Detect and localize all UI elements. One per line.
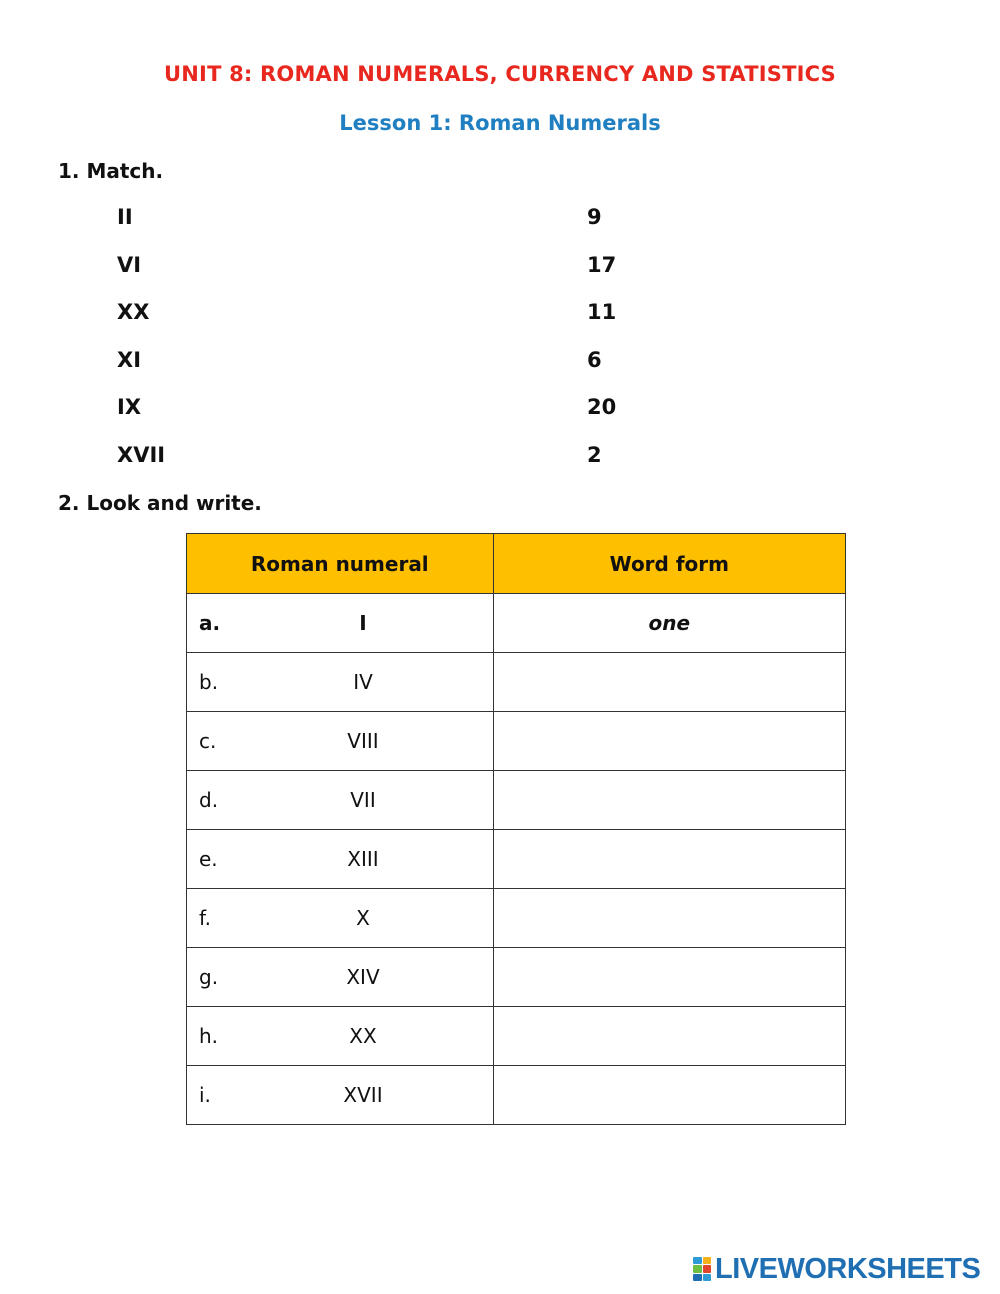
word-answer-cell[interactable] (493, 1007, 845, 1066)
roman-cell (187, 771, 494, 830)
match-roman[interactable]: IX (117, 395, 142, 419)
roman-cell (187, 1007, 494, 1066)
row-roman: X (356, 906, 370, 930)
word-answer-cell[interactable] (493, 889, 845, 948)
column-header-word: Word form (493, 534, 845, 594)
table-row (187, 1007, 846, 1066)
match-roman[interactable]: VI (117, 253, 142, 277)
match-roman[interactable]: XX (117, 300, 150, 324)
table-row (187, 948, 846, 1007)
match-row (0, 443, 1000, 473)
word-answer-cell[interactable] (493, 712, 845, 771)
write-table (186, 533, 846, 1125)
word-answer-cell[interactable] (493, 948, 845, 1007)
row-letter: d. (199, 788, 219, 812)
lesson-title: Lesson 1: Roman Numerals (339, 111, 661, 135)
roman-cell (187, 594, 494, 653)
table-row (187, 889, 846, 948)
row-letter: e. (199, 847, 218, 871)
logo-text: LIVEWORKSHEETS (715, 1252, 981, 1285)
row-letter: b. (199, 670, 219, 694)
match-roman[interactable]: II (117, 205, 133, 229)
table-row (187, 653, 846, 712)
row-roman: IV (353, 670, 373, 694)
match-number[interactable]: 11 (587, 300, 617, 324)
word-answer-cell[interactable] (493, 1066, 845, 1125)
roman-cell (187, 948, 494, 1007)
table-row (187, 594, 846, 653)
table-row (187, 771, 846, 830)
table-row (187, 712, 846, 771)
exercise1-heading: 1. Match. (58, 159, 164, 183)
match-number[interactable]: 20 (587, 395, 617, 419)
row-letter: i. (199, 1083, 211, 1107)
row-roman: XVII (343, 1083, 383, 1107)
roman-cell (187, 830, 494, 889)
row-letter: c. (199, 729, 217, 753)
match-number[interactable]: 2 (587, 443, 602, 467)
match-row (0, 300, 1000, 330)
roman-cell (187, 653, 494, 712)
match-roman[interactable]: XI (117, 348, 142, 372)
exercise2-heading: 2. Look and write. (58, 491, 262, 515)
row-roman: XIII (347, 847, 379, 871)
table-header-row (187, 534, 846, 594)
roman-cell (187, 1066, 494, 1125)
row-roman: XIV (346, 965, 380, 989)
row-roman: I (359, 611, 367, 635)
row-roman: VII (350, 788, 376, 812)
match-roman[interactable]: XVII (117, 443, 166, 467)
row-letter: g. (199, 965, 219, 989)
match-row (0, 253, 1000, 283)
match-row (0, 205, 1000, 235)
word-answer-cell[interactable]: one (493, 594, 845, 653)
roman-cell (187, 712, 494, 771)
row-roman: VIII (347, 729, 379, 753)
row-letter: h. (199, 1024, 219, 1048)
unit-title: UNIT 8: ROMAN NUMERALS, CURRENCY AND STATISTICS (164, 62, 836, 86)
match-row (0, 348, 1000, 378)
liveworksheets-logo[interactable] (693, 1252, 980, 1286)
column-header-roman: Roman numeral (187, 534, 494, 594)
liveworksheets-icon (693, 1257, 711, 1281)
table-row (187, 830, 846, 889)
table-row (187, 1066, 846, 1125)
word-answer-cell[interactable] (493, 771, 845, 830)
row-letter: a. (199, 611, 221, 635)
word-answer-cell[interactable] (493, 830, 845, 889)
roman-cell (187, 889, 494, 948)
row-roman: XX (349, 1024, 377, 1048)
match-number[interactable]: 17 (587, 253, 617, 277)
match-number[interactable]: 6 (587, 348, 602, 372)
word-answer-cell[interactable] (493, 653, 845, 712)
match-row (0, 395, 1000, 425)
row-letter: f. (199, 906, 211, 930)
match-number[interactable]: 9 (587, 205, 602, 229)
